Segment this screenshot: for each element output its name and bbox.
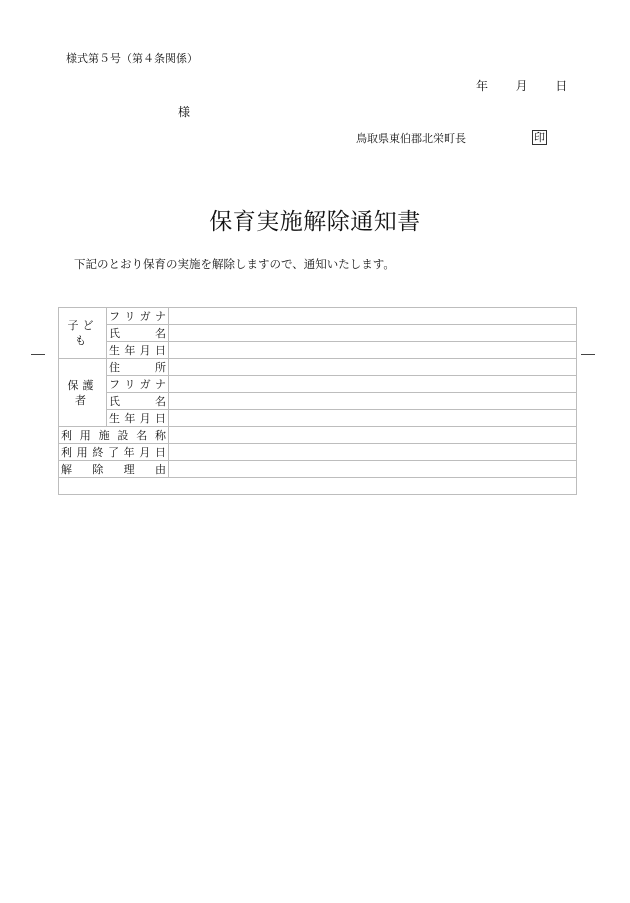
issuer-name: 鳥取県東伯郡北栄町長 — [356, 132, 466, 145]
label-char: フ — [109, 377, 120, 391]
guardian-group-label: 保護者 — [59, 359, 107, 427]
table-row — [59, 376, 577, 393]
table-row — [59, 427, 577, 444]
reason-label — [59, 461, 169, 478]
label-char: 年 — [124, 343, 136, 357]
child-furigana-label — [107, 308, 169, 325]
seal-mark: 印 — [534, 131, 545, 144]
end-date-field[interactable] — [169, 444, 577, 461]
date-day: 日 — [555, 79, 568, 93]
facility-name-field[interactable] — [169, 427, 577, 444]
label-char: 施 — [98, 428, 110, 442]
end-date-label — [59, 444, 169, 461]
label-char: 利 — [61, 445, 72, 459]
label-char: 氏 — [109, 394, 120, 408]
label-char: ガ — [139, 377, 151, 391]
table-row — [59, 393, 577, 410]
reason-header-field — [169, 461, 577, 478]
label-char: 利 — [61, 428, 72, 442]
child-furigana-field[interactable] — [169, 308, 577, 325]
date-month: 月 — [515, 79, 528, 93]
label-char: 月 — [139, 411, 151, 425]
table-row — [59, 342, 577, 359]
label-char: 名 — [155, 394, 166, 408]
child-group-label: 子ども — [59, 308, 107, 359]
label-char: 用 — [76, 445, 88, 459]
label-char: ナ — [154, 377, 166, 391]
label-char: 日 — [154, 343, 166, 357]
label-char: リ — [124, 309, 136, 323]
guardian-furigana-field[interactable] — [169, 376, 577, 393]
child-birthdate-label — [107, 342, 169, 359]
label-char: ガ — [139, 309, 151, 323]
child-birthdate-field[interactable] — [169, 342, 577, 359]
guardian-birthdate-field[interactable] — [169, 410, 577, 427]
label-char: 生 — [109, 411, 120, 425]
label-char: 住 — [109, 360, 120, 374]
label-char: 終 — [92, 445, 104, 459]
label-char: 了 — [107, 445, 119, 459]
guardian-address-label — [107, 359, 169, 376]
fold-mark-left — [31, 354, 45, 355]
label-char: 日 — [154, 411, 166, 425]
guardian-birthdate-label — [107, 410, 169, 427]
label-char: 由 — [154, 462, 166, 476]
label-char: 月 — [139, 445, 151, 459]
lead-text: 下記のとおり保育の実施を解除しますので、通知いたします。 — [74, 257, 395, 271]
label-char: 生 — [109, 343, 120, 357]
label-char: 所 — [155, 360, 166, 374]
table-row — [59, 410, 577, 427]
label-char: リ — [124, 377, 136, 391]
child-name-label — [107, 325, 169, 342]
recipient-suffix: 様 — [178, 105, 191, 119]
label-char: フ — [109, 309, 120, 323]
guardian-address-field[interactable] — [169, 359, 577, 376]
label-char: 年 — [124, 411, 136, 425]
table-row — [59, 444, 577, 461]
guardian-furigana-label — [107, 376, 169, 393]
label-char: 除 — [92, 462, 104, 476]
label-char: 氏 — [109, 326, 120, 340]
table-row — [59, 325, 577, 342]
form-number: 様式第５号（第４条関係） — [66, 52, 198, 65]
fold-mark-right — [581, 354, 595, 355]
table-row — [59, 461, 577, 478]
document-title: 保育実施解除通知書 — [209, 209, 421, 235]
table-row — [59, 359, 577, 376]
notice-form-table — [58, 307, 577, 495]
label-char: ナ — [154, 309, 166, 323]
date-year: 年 — [476, 79, 489, 93]
label-char: 年 — [123, 445, 135, 459]
label-char: 解 — [61, 462, 72, 476]
label-char: 用 — [79, 428, 91, 442]
label-char: 名 — [136, 428, 148, 442]
label-char: 月 — [139, 343, 151, 357]
label-char: 日 — [154, 445, 166, 459]
guardian-name-label — [107, 393, 169, 410]
label-char: 称 — [154, 428, 166, 442]
facility-name-label — [59, 427, 169, 444]
label-char: 名 — [155, 326, 166, 340]
label-char: 理 — [123, 462, 135, 476]
reason-text-area[interactable] — [59, 478, 577, 495]
label-char: 設 — [117, 428, 129, 442]
date-line — [476, 77, 567, 94]
table-row — [59, 478, 577, 495]
child-name-field[interactable] — [169, 325, 577, 342]
table-row — [59, 308, 577, 325]
guardian-name-field[interactable] — [169, 393, 577, 410]
